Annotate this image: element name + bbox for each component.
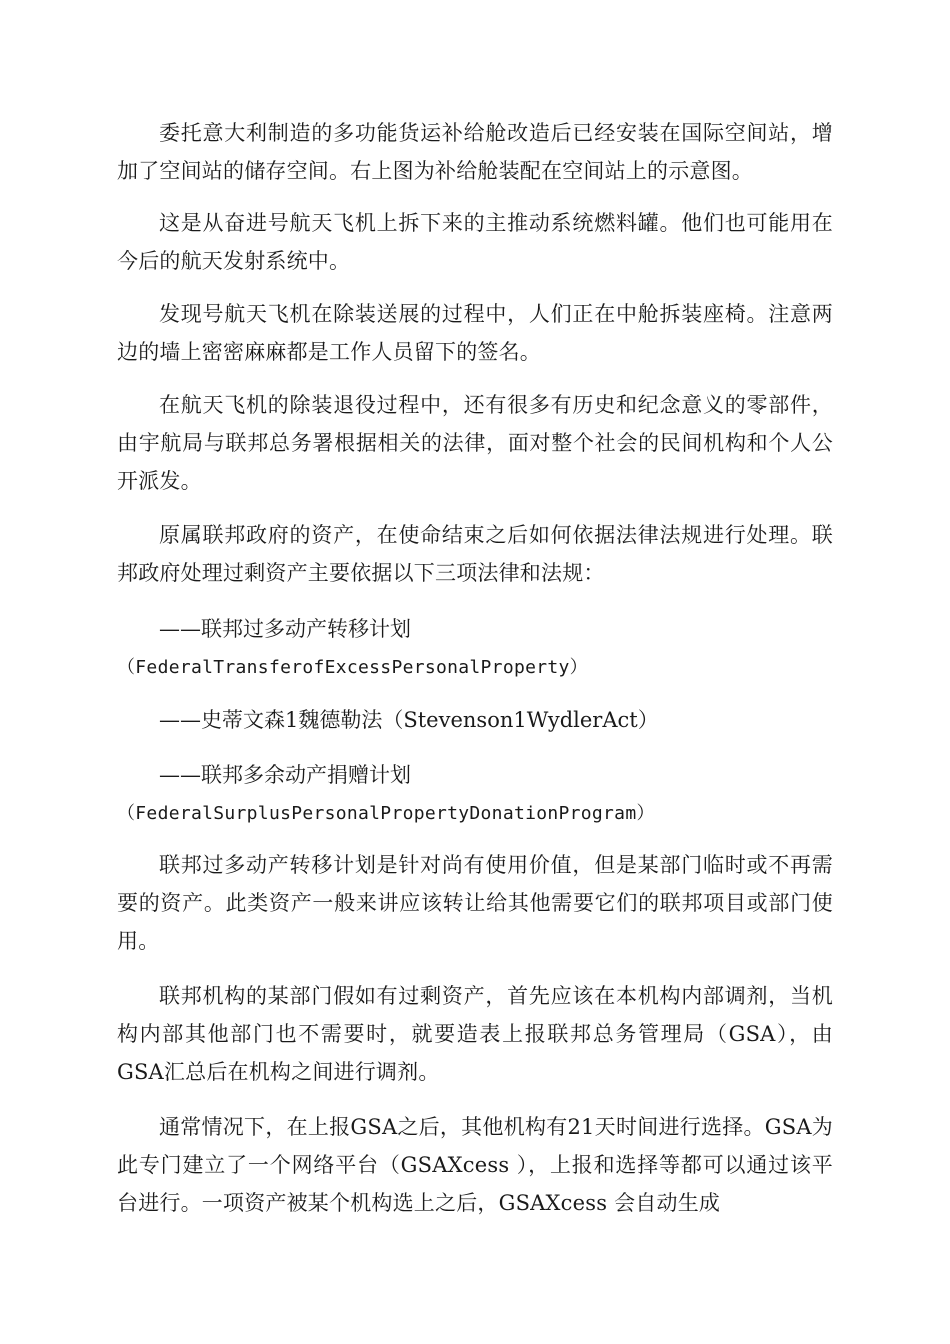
paragraph-gsaxcess-platform: 通常情况下，在上报GSA之后，其他机构有21天时间进行选择。GSA为此专门建立了一个网络平台（GSAXcess ），上报和选择等都可以通过该平台进行。一项资产被某个机构选上之后，GSAXcess 会自动生成 bbox=[117, 1115, 833, 1215]
law-item-3-name: ——联邦多余动产捐赠计划 bbox=[159, 763, 411, 787]
paragraph-excess-transfer: 联邦过多动产转移计划是针对尚有使用价值，但是某部门临时或不再需要的资产。此类资产一般来讲应该转让给其他需要它们的联邦项目或部门使用。 bbox=[117, 853, 833, 953]
paragraph-supply-module: 委托意大利制造的多功能货运补给舱改造后已经安装在国际空间站，增加了空间站的储存空间。右上图为补给舱装配在空间站上的示意图。 bbox=[117, 121, 833, 183]
paragraph-federal-assets: 原属联邦政府的资产，在使命结束之后如何依据法律法规进行处理。联邦政府处理过剩资产主要依据以下三项法律和法规： bbox=[117, 523, 833, 585]
paragraph-discovery-seats: 发现号航天飞机在除装送展的过程中，人们正在中舱拆装座椅。注意两边的墙上密密麻麻都是工作人员留下的签名。 bbox=[117, 302, 833, 364]
paragraph-fuel-tank: 这是从奋进号航天飞机上拆下来的主推动系统燃料罐。他们也可能用在今后的航天发射系统中。 bbox=[117, 211, 833, 273]
paragraph-gsa-reporting: 联邦机构的某部门假如有过剩资产，首先应该在本机构内部调剂，当机构内部其他部门也不需要时，就要造表上报联邦总务管理局（GSA），由GSA汇总后在机构之间进行调剂。 bbox=[117, 984, 833, 1084]
law-item-1-name: ——联邦过多动产转移计划 bbox=[159, 617, 411, 641]
law-item-1-english: （FederalTransferofExcessPersonalProperty） bbox=[117, 657, 588, 678]
paragraph-parts-distribution: 在航天飞机的除装退役过程中，还有很多有历史和纪念意义的零部件，由宇航局与联邦总务署根据相关的法律，面对整个社会的民间机构和个人公开派发。 bbox=[117, 393, 833, 493]
law-item-3-english: （FederalSurplusPersonalPropertyDonationProgram） bbox=[117, 803, 655, 824]
law-item-2-name: ——史蒂文森1魏德勒法（Stevenson1WydlerAct） bbox=[159, 708, 659, 732]
